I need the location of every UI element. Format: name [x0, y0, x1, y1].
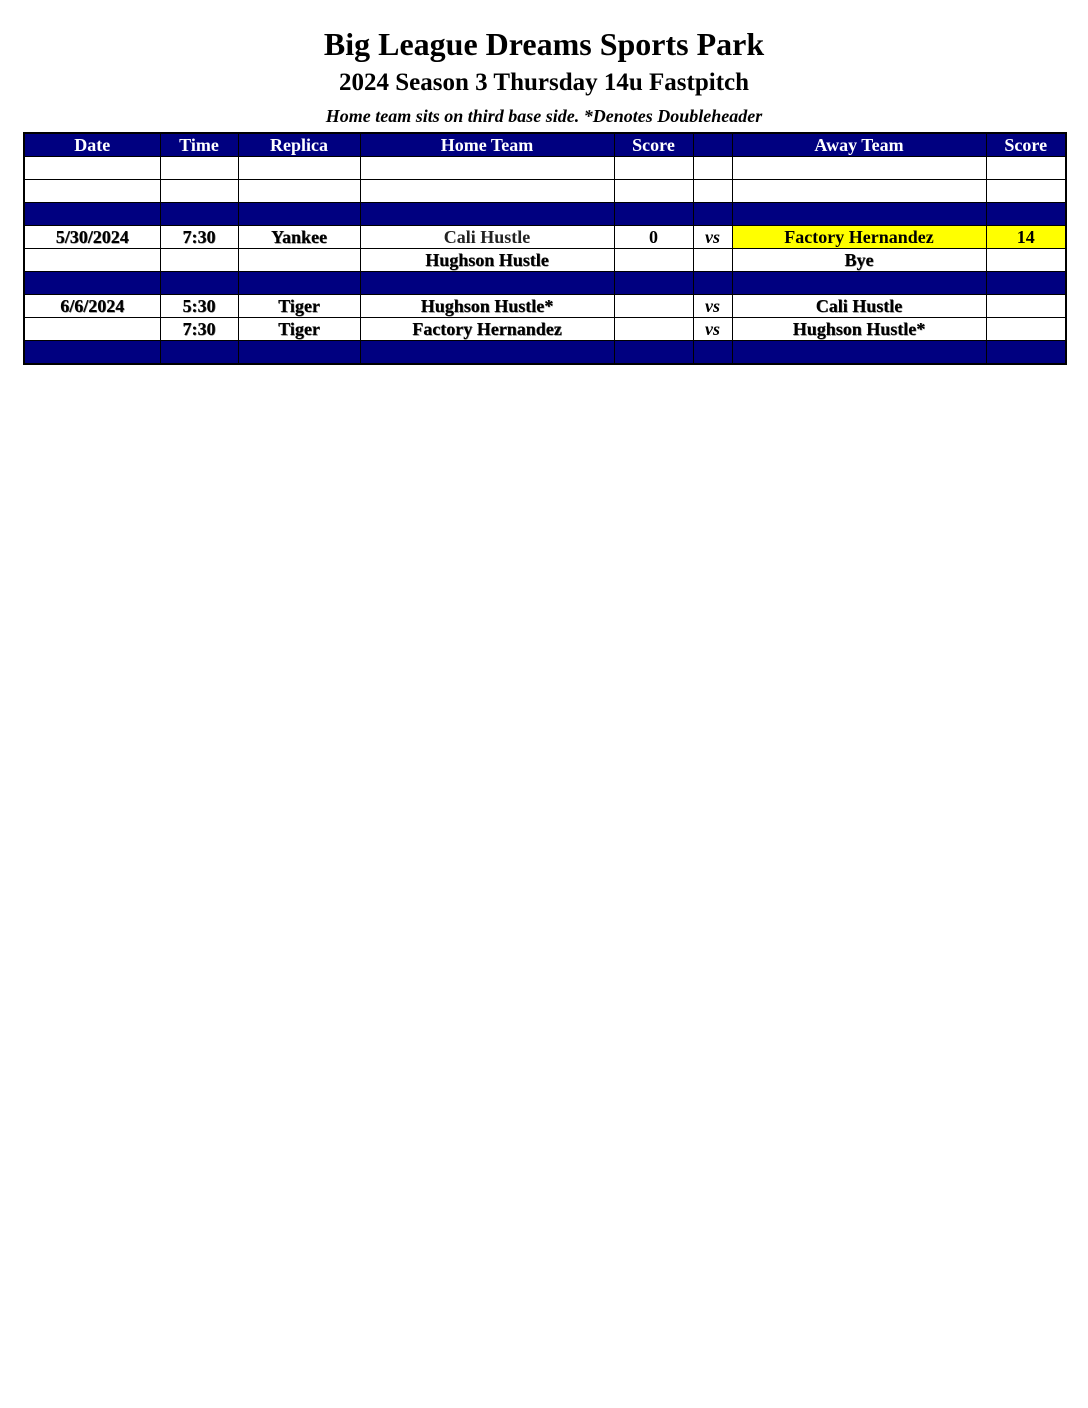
away-score-cell	[986, 249, 1066, 272]
home-team-cell: Hughson Hustle*	[360, 295, 614, 318]
separator-cell	[693, 341, 732, 365]
separator-cell	[986, 341, 1066, 365]
home-score-cell	[614, 318, 693, 341]
away-score-cell	[986, 157, 1066, 180]
separator-cell	[24, 203, 160, 226]
replica-cell	[238, 249, 360, 272]
vs-cell: vs	[693, 318, 732, 341]
replica-cell: Yankee	[238, 226, 360, 249]
vs-cell: vs	[693, 295, 732, 318]
separator-cell	[693, 272, 732, 295]
home-score-cell	[614, 249, 693, 272]
time-cell	[160, 249, 238, 272]
table-row	[24, 180, 1066, 203]
home-score-cell: 0	[614, 226, 693, 249]
separator-cell	[732, 203, 986, 226]
date-cell	[24, 249, 160, 272]
replica-cell: Tiger	[238, 318, 360, 341]
replica-cell	[238, 157, 360, 180]
separator-cell	[360, 341, 614, 365]
schedule-table	[23, 132, 1067, 365]
separator-cell	[986, 203, 1066, 226]
separator-cell	[160, 272, 238, 295]
separator-cell	[160, 341, 238, 365]
column-header-time: Time	[160, 133, 238, 157]
table-row	[24, 157, 1066, 180]
table-row	[24, 318, 1066, 341]
time-cell: 7:30	[160, 318, 238, 341]
replica-cell	[238, 180, 360, 203]
away-team-cell: Cali Hustle	[732, 295, 986, 318]
away-team-cell: Hughson Hustle*	[732, 318, 986, 341]
vs-cell: vs	[693, 226, 732, 249]
column-header-date: Date	[24, 133, 160, 157]
time-cell	[160, 180, 238, 203]
separator-cell	[238, 272, 360, 295]
separator-cell	[160, 203, 238, 226]
column-header-vs	[693, 133, 732, 157]
vs-cell	[693, 249, 732, 272]
separator-row	[24, 341, 1066, 365]
page-title: Big League Dreams Sports Park	[323, 26, 765, 62]
home-team-cell	[360, 180, 614, 203]
away-team-cell: Factory Hernandez	[732, 226, 986, 249]
replica-cell: Tiger	[238, 295, 360, 318]
separator-cell	[693, 203, 732, 226]
separator-cell	[732, 341, 986, 365]
away-team-cell	[732, 157, 986, 180]
date-cell: 5/30/2024	[24, 226, 160, 249]
separator-cell	[614, 203, 693, 226]
away-score-cell	[986, 318, 1066, 341]
home-score-cell	[614, 157, 693, 180]
column-header-home-score: Score	[614, 133, 693, 157]
separator-cell	[238, 203, 360, 226]
date-cell	[24, 180, 160, 203]
schedule-body	[24, 157, 1066, 365]
home-score-cell	[614, 295, 693, 318]
home-team-cell	[360, 157, 614, 180]
separator-cell	[238, 341, 360, 365]
separator-cell	[614, 272, 693, 295]
table-header-row	[24, 133, 1066, 157]
away-score-cell: 14	[986, 226, 1066, 249]
away-score-cell	[986, 295, 1066, 318]
away-team-cell: Bye	[732, 249, 986, 272]
table-row	[24, 226, 1066, 249]
separator-row	[24, 203, 1066, 226]
table-row	[24, 295, 1066, 318]
separator-cell	[360, 203, 614, 226]
column-header-replica: Replica	[238, 133, 360, 157]
column-header-home-team: Home Team	[360, 133, 614, 157]
vs-cell	[693, 180, 732, 203]
time-cell: 5:30	[160, 295, 238, 318]
away-team-cell	[732, 180, 986, 203]
home-team-cell: Hughson Hustle	[360, 249, 614, 272]
vs-cell	[693, 157, 732, 180]
separator-cell	[732, 272, 986, 295]
column-header-away-team: Away Team	[732, 133, 986, 157]
date-cell: 6/6/2024	[24, 295, 160, 318]
table-row	[24, 249, 1066, 272]
separator-cell	[24, 272, 160, 295]
separator-cell	[24, 341, 160, 365]
home-team-cell: Factory Hernandez	[360, 318, 614, 341]
schedule-note: Home team sits on third base side. *Denotes Doubleheader	[325, 106, 763, 126]
date-cell	[24, 318, 160, 341]
separator-cell	[360, 272, 614, 295]
time-cell	[160, 157, 238, 180]
away-score-cell	[986, 180, 1066, 203]
home-team-cell: Cali Hustle	[360, 226, 614, 249]
date-cell	[24, 157, 160, 180]
column-header-away-score: Score	[986, 133, 1066, 157]
separator-cell	[614, 341, 693, 365]
separator-cell	[986, 272, 1066, 295]
separator-row	[24, 272, 1066, 295]
home-score-cell	[614, 180, 693, 203]
time-cell: 7:30	[160, 226, 238, 249]
page-subtitle: 2024 Season 3 Thursday 14u Fastpitch	[338, 69, 750, 96]
